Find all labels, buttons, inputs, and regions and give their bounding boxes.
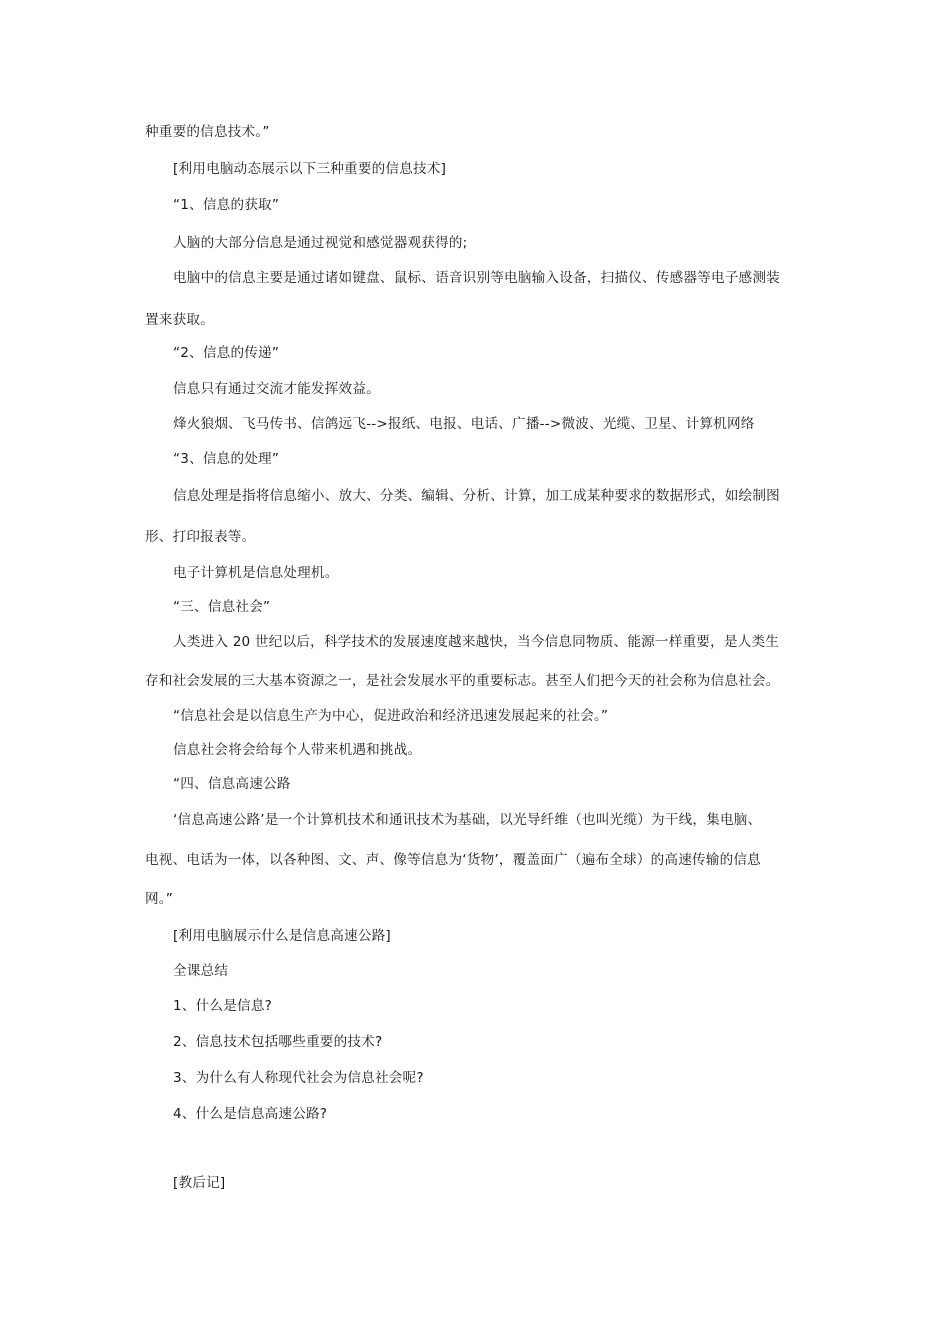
text-line: ‘信息高速公路’是一个计算机技术和通讯技术为基础，以光导纤维（也叫光缆）为干线，集电脑、	[173, 812, 762, 828]
text-line: 信息社会将会给每个人带来机遇和挑战。	[173, 742, 422, 758]
list-item: 2、信息技术包括哪些重要的技术?	[173, 1034, 383, 1050]
text-line: 信息只有通过交流才能发挥效益。	[173, 381, 380, 397]
section-heading: “1、信息的获取”	[173, 197, 280, 213]
text-line: 人脑的大部分信息是通过视觉和感觉器观获得的;	[173, 235, 468, 251]
list-item: 1、什么是信息?	[173, 998, 273, 1014]
text-line: 电子计算机是信息处理机。	[173, 565, 339, 581]
text-line: [利用电脑展示什么是信息高速公路]	[173, 928, 391, 944]
section-heading: 全课总结	[173, 963, 229, 979]
text-line: [教后记]	[173, 1175, 226, 1191]
text-line: 电脑中的信息主要是通过诸如键盘、鼠标、语音识别等电脑输入设备，扫描仪、传感器等电子感测装	[173, 270, 780, 286]
text-line: 种重要的信息技术。”	[145, 124, 270, 140]
text-line: “信息社会是以信息生产为中心，促进政治和经济迅速发展起来的社会。”	[173, 708, 609, 724]
list-item: 4、什么是信息高速公路?	[173, 1106, 328, 1122]
text-line: 网。”	[145, 891, 174, 907]
text-line: 烽火狼烟、飞马传书、信鸽远飞-->报纸、电报、电话、广播-->微波、光缆、卫星、计算机网络	[173, 416, 755, 432]
text-line: [利用电脑动态展示以下三种重要的信息技术]	[173, 161, 447, 177]
text-line: 存和社会发展的三大基本资源之一，是社会发展水平的重要标志。甚至人们把今天的社会称为信息社会。	[145, 673, 780, 689]
section-heading: “四、信息高速公路	[173, 776, 291, 792]
text-line: 人类进入 20 世纪以后，科学技术的发展速度越来越快，当今信息同物质、能源一样重要，是人类生	[173, 634, 780, 650]
section-heading: “2、信息的传递”	[173, 345, 280, 361]
section-heading: “3、信息的处理”	[173, 451, 280, 467]
section-heading: “三、信息社会”	[173, 599, 271, 615]
text-line: 信息处理是指将信息缩小、放大、分类、编辑、分析、计算，加工成某种要求的数据形式，如绘制图	[173, 488, 780, 504]
text-line: 形、打印报表等。	[145, 529, 256, 545]
text-line: 置来获取。	[145, 312, 214, 328]
text-line: 电视、电话为一体，以各种图、文、声、像等信息为‘货物’，覆盖面广（遍布全球）的高速传输的信息	[145, 852, 761, 868]
list-item: 3、为什么有人称现代社会为信息社会呢?	[173, 1070, 424, 1086]
